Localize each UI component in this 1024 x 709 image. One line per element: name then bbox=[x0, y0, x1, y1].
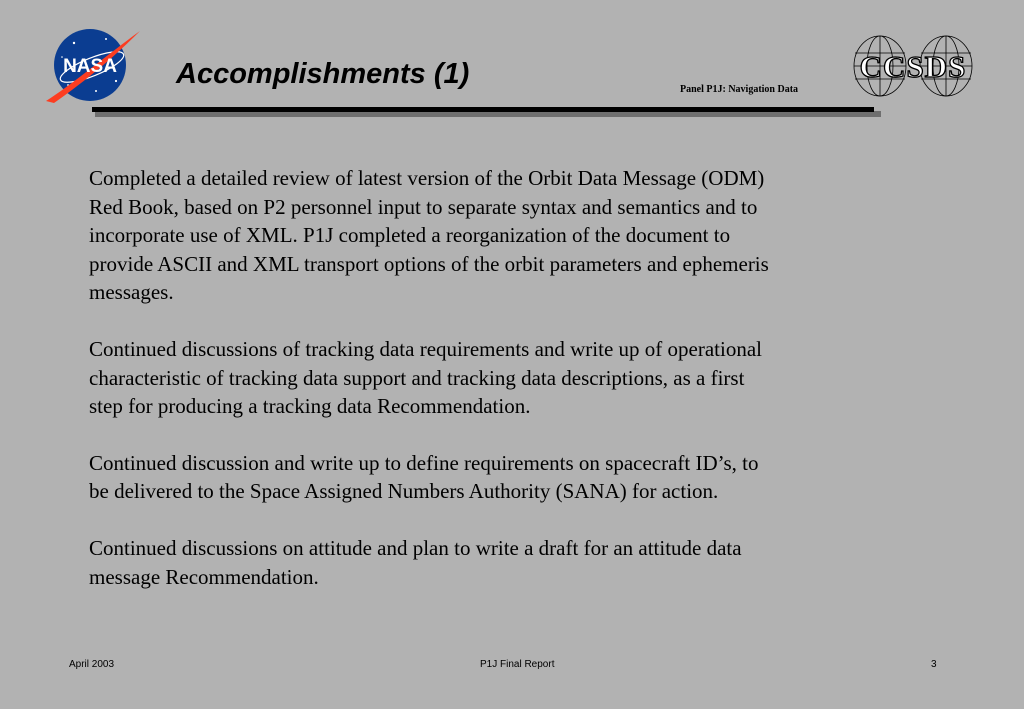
footer-report-name: P1J Final Report bbox=[480, 659, 555, 670]
nasa-logo-text: NASA bbox=[63, 56, 117, 77]
title-rule bbox=[92, 107, 874, 112]
ccsds-logo-icon bbox=[852, 33, 974, 103]
paragraph-attitude-data: Continued discussions on attitude and plan to write a draft for an attitude data message Recommendation. bbox=[89, 535, 742, 589]
footer-page-number: 3 bbox=[931, 659, 937, 670]
paragraph-odm-review: Completed a detailed review of latest version of the Orbit Data Message (ODM) Red Book, based on P2 personnel input to separate syntax and semantics and to incorporate use of XML. P1J completed a reorganization of the document to provide ASCII and XML transport options of the orbit parameters and ephemeris messages. bbox=[89, 166, 769, 305]
footer-date: April 2003 bbox=[69, 659, 115, 670]
ccsds-logo-text: CCSDS bbox=[859, 49, 967, 84]
nasa-logo-icon bbox=[44, 27, 142, 104]
body-text bbox=[89, 164, 869, 619]
panel-label: Panel P1J: Navigation Data bbox=[680, 84, 799, 95]
paragraph-tracking-data: Continued discussions of tracking data requirements and write up of operational characteristic of tracking data support and tracking data descriptions, as a first step for producing a tracking data Recommendation. bbox=[89, 336, 762, 419]
paragraph-spacecraft-id: Continued discussion and write up to define requirements on spacecraft ID’s, to be delivered to the Space Assigned Numbers Authority (SANA) for action. bbox=[89, 450, 759, 504]
page-title: Accomplishments (1) bbox=[176, 58, 470, 90]
